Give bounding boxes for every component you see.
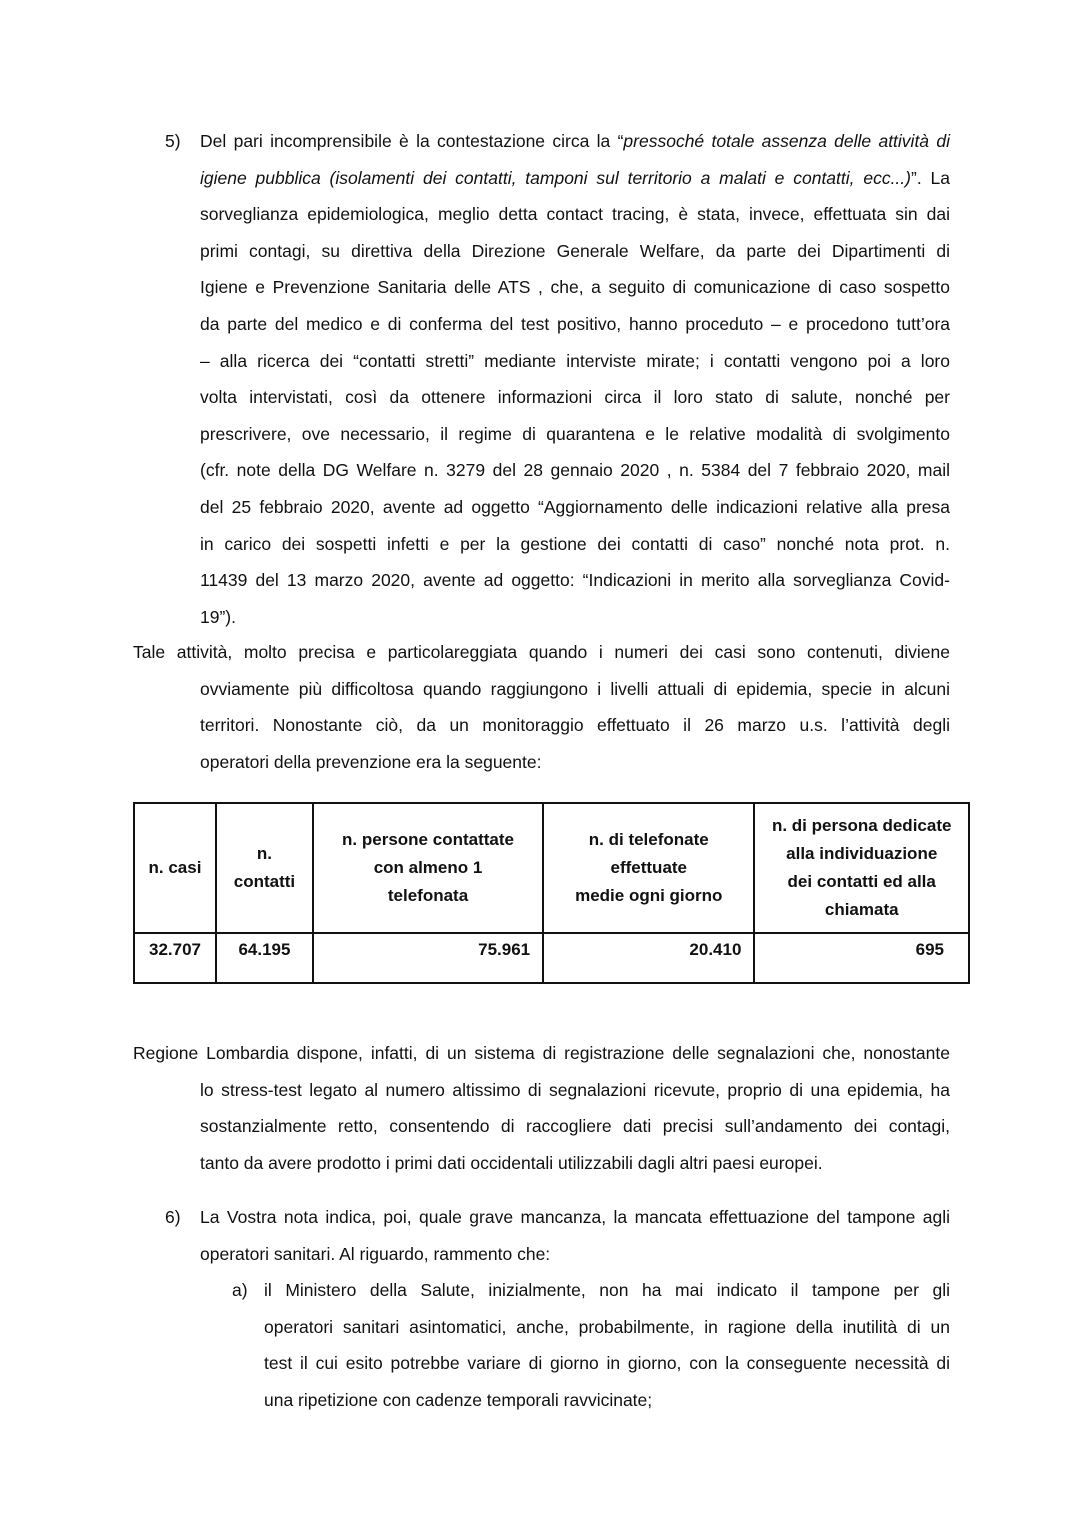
item-5-text [200, 123, 950, 635]
text-line: sorveglianza epidemiologica, meglio detta contact tracing, è stata, invece, effettuata sin dai [200, 204, 950, 225]
text-line: La Vostra nota indica, poi, quale grave mancanza, la mancata effettuazione del tampone agli [200, 1207, 950, 1227]
item-5-marker: 5) [165, 131, 181, 151]
text-line: operatori sanitari asintomatici, anche, probabilmente, in ragione della inutilità di un [264, 1316, 950, 1337]
text-line: volta intervistati, così da ottenere informazioni circa il loro stato di salute, nonché per [200, 387, 950, 408]
regione-lombardia-text [133, 1035, 950, 1181]
item-6-text [200, 1199, 950, 1272]
text-line: Igiene e Prevenzione Sanitaria delle ATS , che, a seguito di comunicazione di caso sospetto [200, 277, 950, 298]
text-line: territori. Nonostante ciò, da un monitoraggio effettuato il 26 marzo u.s. l’attività degli [200, 715, 950, 736]
text-line: tanto da avere prodotto i primi dati occidentali utilizzabili dagli altri paesi europei. [200, 1152, 823, 1173]
text-line: (cfr. note della DG Welfare n. 3279 del 28 gennaio 2020 , n. 5384 del 7 febbraio 2020, mail [200, 460, 950, 481]
text-line: da parte del medico e di conferma del test positivo, hanno proceduto – e procedono tutt’ora [200, 313, 950, 334]
text-line: test il cui esito potrebbe variare di giorno in giorno, con la conseguente necessità di [264, 1353, 950, 1374]
table-cell: 64.195 [216, 933, 313, 983]
monitoring-table [133, 802, 970, 984]
text-line: Del pari incomprensibile è la contestazione circa la “pressoché totale assenza delle attività di [200, 131, 950, 151]
table-cell: 75.961 [313, 933, 543, 983]
text-line: prescrivere, ove necessario, il regime di quarantena e le relative modalità di svolgimento [200, 423, 950, 444]
table-header-cell: n. persone contattate con almeno 1 telefonata [313, 803, 543, 933]
table-header-cell: n. contatti [216, 803, 313, 933]
text-line: Tale attività, molto precisa e particolareggiata quando i numeri dei casi sono contenuti, diviene [133, 642, 950, 662]
text-line: – alla ricerca dei “contatti stretti” mediante interviste mirate; i contatti vengono poi a loro [200, 350, 950, 371]
text-line: sostanzialmente retto, consentendo di raccogliere dati precisi sull’andamento dei contagi, [200, 1116, 950, 1137]
text-line: in carico dei sospetti infetti e per la gestione dei contatti di caso” nonché nota prot. n. [200, 533, 950, 554]
table-cell: 695 [754, 933, 969, 983]
table-header-row [134, 803, 969, 933]
text-line: lo stress-test legato al numero altissimo di segnalazioni ricevute, proprio di una epidemia, ha [200, 1079, 950, 1100]
text-line: una ripetizione con cadenze temporali ravvicinate; [264, 1389, 653, 1410]
tale-attivita-text [133, 634, 950, 780]
text-line: del 25 febbraio 2020, avente ad oggetto “Aggiornamento delle indicazioni relative alla presa [200, 496, 950, 517]
text-line: primi contagi, su direttiva della Direzione Generale Welfare, da parte dei Dipartimenti di [200, 240, 950, 261]
table-header-cell: n. casi [134, 803, 216, 933]
text-line: il Ministero della Salute, inizialmente, non ha mai indicato il tampone per gli [264, 1280, 950, 1300]
item-6-marker: 6) [165, 1207, 181, 1227]
text-line: 19”). [200, 606, 236, 627]
text-line: igiene pubblica (isolamenti dei contatti, tamponi sul territorio a malati e contatti, ecc...)”. La [200, 167, 950, 188]
item-6a-text [264, 1272, 950, 1418]
text-line: operatori della prevenzione era la seguente: [200, 751, 542, 772]
text-line: 11439 del 13 marzo 2020, avente ad oggetto: “Indicazioni in merito alla sorveglianza Covid- [200, 570, 950, 591]
item-6a-marker: a) [232, 1280, 248, 1300]
table-header-cell: n. di telefonate effettuate medie ogni giorno [543, 803, 754, 933]
table-row [134, 933, 969, 983]
table-cell: 32.707 [134, 933, 216, 983]
text-line: ovviamente più difficoltosa quando raggiungono i livelli attuali di epidemia, specie in alcuni [200, 678, 950, 699]
text-line: operatori sanitari. Al riguardo, rammento che: [200, 1243, 551, 1264]
table-cell: 20.410 [543, 933, 754, 983]
text-line: Regione Lombardia dispone, infatti, di un sistema di registrazione delle segnalazioni che, nonostante [133, 1043, 950, 1063]
table-header-cell: n. di persona dedicate alla individuazione dei contatti ed alla chiamata [754, 803, 969, 933]
